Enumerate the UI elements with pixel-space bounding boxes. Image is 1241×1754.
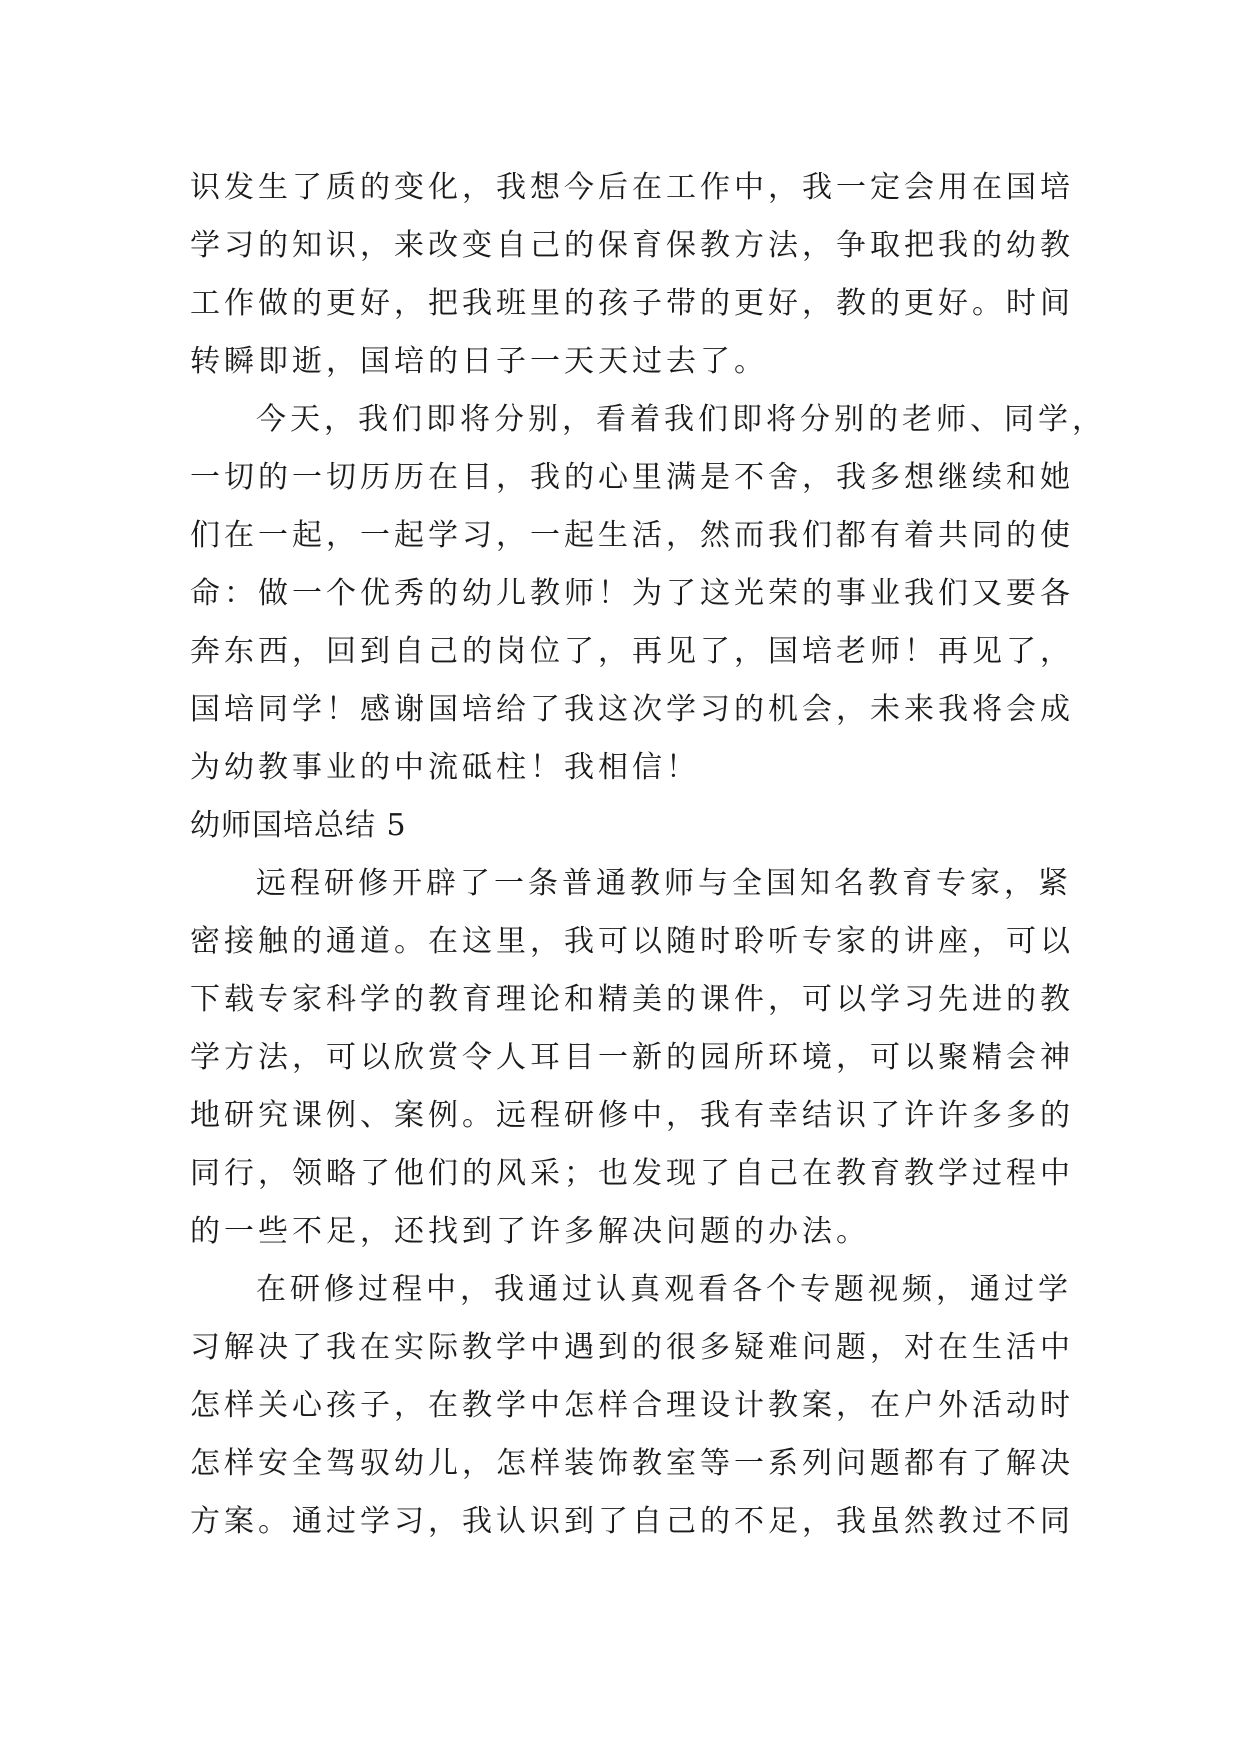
text-line: 今天，我们即将分别，看着我们即将分别的老师、同学， [256, 402, 1106, 437]
paragraph-2 [190, 391, 1106, 797]
text-line: 方案。通过学习，我认识到了自己的不足，我虽然教过不同 [190, 1504, 1074, 1539]
section-heading: 幼师国培总结 5 [190, 808, 407, 843]
text-line: 们在一起，一起学习，一起生活，然而我们都有着共同的使 [190, 518, 1074, 553]
text-line: 国培同学！感谢国培给了我这次学习的机会，未来我将会成 [190, 692, 1074, 727]
text-line: 学习的知识，来改变自己的保育保教方法，争取把我的幼教 [190, 228, 1074, 263]
text-line: 怎样安全驾驭幼儿，怎样装饰教室等一系列问题都有了解决 [190, 1446, 1074, 1481]
document-body [190, 159, 1106, 1551]
text-line: 远程研修开辟了一条普通教师与全国知名教育专家，紧 [256, 866, 1072, 901]
paragraph-1 [190, 159, 1074, 391]
text-line: 的一些不足，还找到了许多解决问题的办法。 [190, 1214, 870, 1249]
text-line: 转瞬即逝，国培的日子一天天过去了。 [190, 344, 768, 379]
text-line: 奔东西，回到自己的岗位了，再见了，国培老师！再见了， [190, 634, 1074, 669]
text-line: 为幼教事业的中流砥柱！我相信！ [190, 750, 700, 785]
text-line: 习解决了我在实际教学中遇到的很多疑难问题，对在生活中 [190, 1330, 1074, 1365]
paragraph-3 [190, 855, 1074, 1261]
text-line: 怎样关心孩子，在教学中怎样合理设计教案，在户外活动时 [190, 1388, 1074, 1423]
text-line: 一切的一切历历在目，我的心里满是不舍，我多想继续和她 [190, 460, 1074, 495]
text-line: 同行，领略了他们的风采；也发现了自己在教育教学过程中 [190, 1156, 1074, 1191]
text-line: 学方法，可以欣赏令人耳目一新的园所环境，可以聚精会神 [190, 1040, 1074, 1075]
paragraph-4 [190, 1261, 1074, 1551]
text-line: 地研究课例、案例。远程研修中，我有幸结识了许许多多的 [190, 1098, 1074, 1133]
text-line: 密接触的通道。在这里，我可以随时聆听专家的讲座，可以 [190, 924, 1074, 959]
text-line: 识发生了质的变化，我想今后在工作中，我一定会用在国培 [190, 170, 1074, 205]
text-line: 在研修过程中，我通过认真观看各个专题视频，通过学 [256, 1272, 1072, 1307]
text-line: 工作做的更好，把我班里的孩子带的更好，教的更好。时间 [190, 286, 1074, 321]
text-line: 命：做一个优秀的幼儿教师！为了这光荣的事业我们又要各 [190, 576, 1074, 611]
text-line: 下载专家科学的教育理论和精美的课件，可以学习先进的教 [190, 982, 1074, 1017]
